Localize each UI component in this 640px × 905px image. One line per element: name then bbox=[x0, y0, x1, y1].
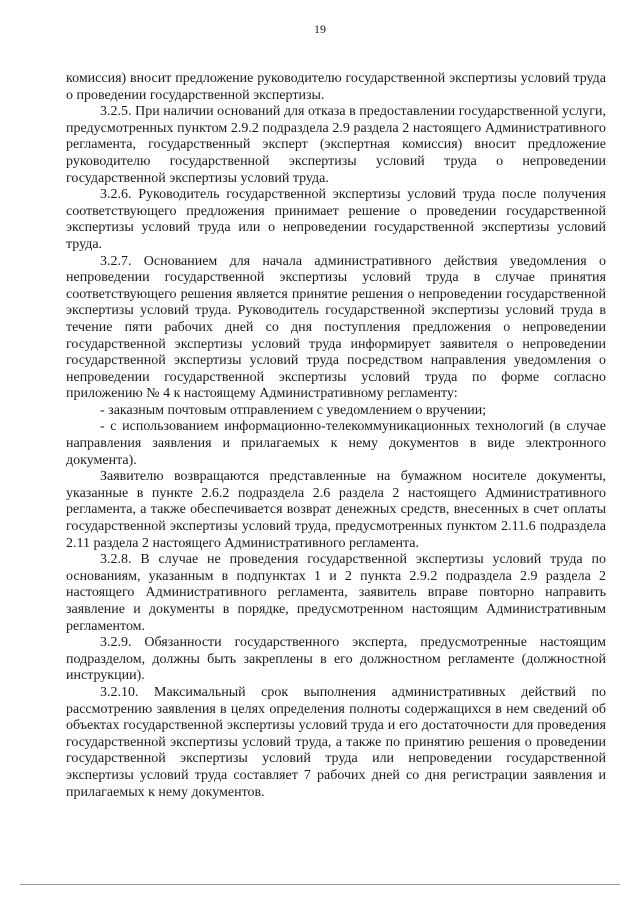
paragraph-3-2-10: 3.2.10. Максимальный срок выполнения административных действий по рассмотрению заявления в целях определения полноты содержащихся в нем сведений об объектах государственной экспертизы условий труда и его достаточности для проведения государственной экспертизы условий труда, а также по принятию решения о проведении государственной экспертизы условий труда или непроведении государственной экспертизы условий труда составляет 7 рабочих дней со дня регистрации заявления и прилагаемых к нему документов. bbox=[66, 684, 606, 800]
document-body bbox=[66, 71, 606, 801]
paragraph-continuation: комиссия) вносит предложение руководителю государственной экспертизы условий труда о проведении государственной экспертизы. bbox=[66, 71, 606, 103]
paragraph-3-2-7: 3.2.7. Основанием для начала административного действия уведомления о непроведении государственной экспертизы условий труда в случае принятия соответствующего решения является принятие решения о непроведении государственной экспертизы условий труда. Руководитель государственной экспертизы условий труда в течение пяти рабочих дней со дня поступления предложения о непроведении государственной экспертизы условий труда информирует заявителя о непроведении государственной экспертизы условий труда посредством направления уведомления о непроведении государственной экспертизы условий труда по форме согласно приложению № 4 к настоящему Административному регламенту: bbox=[66, 253, 606, 402]
paragraph-3-2-9: 3.2.9. Обязанности государственного эксперта, предусмотренные настоящим подразделом, должны быть закреплены в его должностном регламенте (должностной инструкции). bbox=[66, 635, 606, 684]
paragraph-return-documents: Заявителю возвращаются представленные на бумажном носителе документы, указанные в пункте 2.6.2 подраздела 2.6 раздела 2 настоящего Административного регламента, а также обеспечивается возврат денежных средств, внесенных в счет оплаты государственной экспертизы условий труда, предусмотренных пунктом 2.11.6 подраздела 2.11 раздела 2 настоящего Административного регламента. bbox=[66, 469, 606, 551]
bottom-divider bbox=[20, 884, 620, 885]
paragraph-3-2-5: 3.2.5. При наличии оснований для отказа в предоставлении государственной услуги, предусмотренных пунктом 2.9.2 подраздела 2.9 раздела 2 настоящего Административного регламента, государственный эксперт (экспертная комиссия) вносит предложение руководителю государственной экспертизы условий труда о непроведении государственной экспертизы условий труда. bbox=[66, 104, 606, 186]
paragraph-3-2-6: 3.2.6. Руководитель государственной экспертизы условий труда после получения соответствующего предложения принимает решение о проведении государственной экспертизы условий труда или о непроведении государственной экспертизы условий труда. bbox=[66, 187, 606, 252]
page-number: 19 bbox=[314, 22, 326, 36]
list-item-electronic: - с использованием информационно-телекоммуникационных технологий (в случае направления заявления и прилагаемых к нему документов в виде электронного документа). bbox=[66, 419, 606, 468]
list-item-postal: - заказным почтовым отправлением с уведомлением о вручении; bbox=[100, 402, 487, 418]
paragraph-3-2-8: 3.2.8. В случае не проведения государственной экспертизы условий труда по основаниям, указанным в подпунктах 1 и 2 пункта 2.9.2 подраздела 2.9 раздела 2 настоящего Административного регламента, заявитель вправе повторно направить заявление и документы в порядке, предусмотренном настоящим Административным регламентом. bbox=[66, 552, 606, 634]
